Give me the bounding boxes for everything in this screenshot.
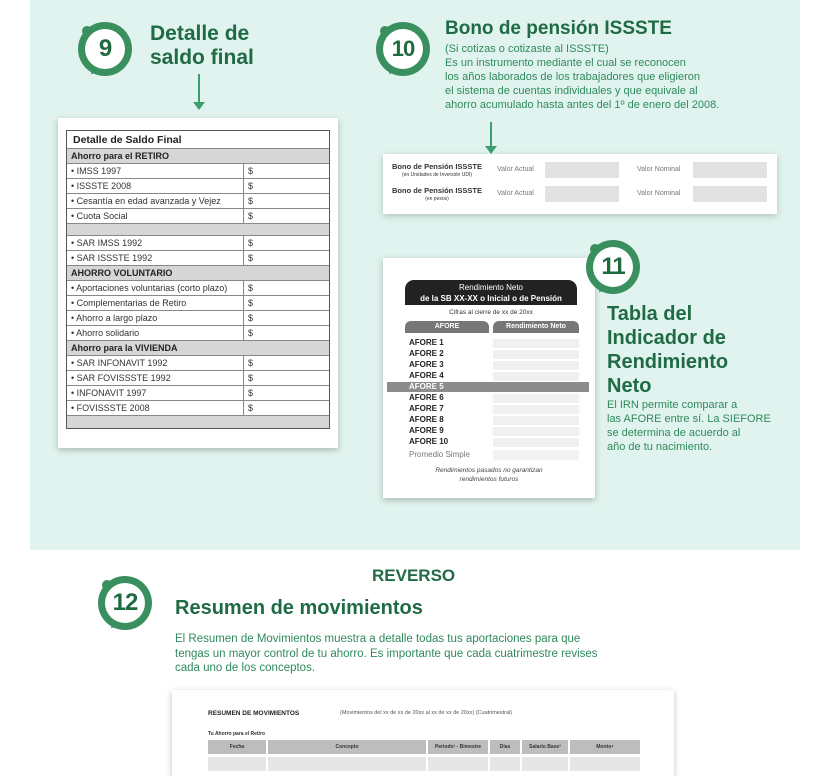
afore-name: AFORE 10 <box>409 437 449 446</box>
afore-value-cell <box>493 438 579 447</box>
saldo-item-amount: $ <box>243 209 329 223</box>
rendimiento-footnote <box>393 466 585 484</box>
bono-row-udi-nominal-label: Valor Nominal <box>637 166 681 173</box>
rendimiento-subtitle: Cifras al cierre de xx de 20xx <box>449 309 533 316</box>
saldo-item-amount: $ <box>243 281 329 295</box>
saldo-item-label: • Cuota Social <box>67 211 243 221</box>
resumen-cell <box>268 757 426 771</box>
saldo-item-label: • INFONAVIT 1997 <box>67 388 243 398</box>
resumen-cell <box>428 757 488 771</box>
resumen-column-header: Concepto <box>268 740 426 754</box>
afore-row <box>409 426 579 436</box>
saldo-item-row <box>67 296 329 311</box>
section9-title <box>150 22 254 70</box>
section11-title-line1: Tabla del <box>607 303 693 325</box>
section9-title-line1: Detalle de <box>150 22 250 45</box>
afore-name: AFORE 7 <box>409 404 444 413</box>
saldo-category-row: AHORRO VOLUNTARIO <box>67 266 329 281</box>
promedio-simple-label: Promedio Simple <box>409 450 470 459</box>
saldo-item-amount: $ <box>243 326 329 340</box>
reverso-heading: REVERSO <box>372 566 456 585</box>
afore-name: AFORE 8 <box>409 415 444 424</box>
section9-title-line2: saldo final <box>150 46 254 69</box>
resumen-card-title: RESUMEN DE MOVIMIENTOS <box>208 710 300 717</box>
saldo-item-row <box>67 236 329 251</box>
afore-name: AFORE 2 <box>409 349 444 358</box>
resumen-cell <box>522 757 568 771</box>
afore-row <box>409 404 579 414</box>
bono-row-udi <box>383 160 777 182</box>
badge-10-number: 10 <box>383 29 423 69</box>
saldo-item-label: • SAR IMSS 1992 <box>67 238 243 248</box>
saldo-spacer-row <box>67 224 329 236</box>
col-rendimiento-header: Rendimiento Neto <box>493 321 579 333</box>
bono-pension-card <box>383 154 777 214</box>
afore-value-cell <box>493 372 579 381</box>
saldo-item-label: • SAR ISSSTE 1992 <box>67 253 243 263</box>
afore-value-cell <box>493 416 579 425</box>
afore-value-cell <box>493 394 579 403</box>
afore-value-cell <box>493 383 579 392</box>
resumen-column-header: Fecha <box>208 740 266 754</box>
saldo-item-label: • SAR FOVISSSTE 1992 <box>67 373 243 383</box>
bono-row-pesos-actual-label: Valor Actual <box>497 190 534 197</box>
afore-value-cell <box>493 427 579 436</box>
saldo-item-amount: $ <box>243 296 329 310</box>
resumen-cell <box>570 757 640 771</box>
section12-title: Resumen de movimientos <box>175 597 423 619</box>
saldo-item-row <box>67 164 329 179</box>
afore-row <box>409 393 579 403</box>
section10-description <box>445 42 785 112</box>
saldo-item-label: • FOVISSSTE 2008 <box>67 403 243 413</box>
bono-row-pesos-nominal-label: Valor Nominal <box>637 190 681 197</box>
afore-value-cell <box>493 339 579 348</box>
saldo-category-row: Ahorro para el RETIRO <box>67 149 329 164</box>
afore-name: AFORE 4 <box>409 371 444 380</box>
bono-row-pesos-nominal-box <box>693 186 767 202</box>
saldo-item-label: • SAR INFONAVIT 1992 <box>67 358 243 368</box>
resumen-column-header: Días <box>490 740 520 754</box>
saldo-item-label: • Ahorro solidario <box>67 328 243 338</box>
afore-row <box>387 382 589 392</box>
resumen-column-header: Salario Base³ <box>522 740 568 754</box>
saldo-item-row <box>67 194 329 209</box>
saldo-item-amount: $ <box>243 251 329 265</box>
saldo-item-amount: $ <box>243 194 329 208</box>
resumen-cell <box>208 757 266 771</box>
resumen-card-section-label: Tu Ahorro para el Retiro <box>208 731 265 737</box>
section10-desc-1: Es un instrumento mediante el cual se reconocen <box>445 57 686 69</box>
section10-arrow <box>490 122 492 148</box>
saldo-item-amount: $ <box>243 401 329 415</box>
saldo-item-label: • IMSS 1997 <box>67 166 243 176</box>
rendimiento-head-line2: de la SB XX-XX o Inicial o de Pensión <box>420 294 562 303</box>
section10-title: Bono de pensión ISSSTE <box>445 18 672 39</box>
afore-name: AFORE 1 <box>409 338 444 347</box>
saldo-item-label: • Aportaciones voluntarias (corto plazo) <box>67 283 243 293</box>
rendimiento-table-header <box>405 280 577 305</box>
rendimiento-neto-card <box>383 258 595 498</box>
saldo-item-amount: $ <box>243 164 329 178</box>
bono-row-udi-nominal-box <box>693 162 767 178</box>
afore-name: AFORE 9 <box>409 426 444 435</box>
saldo-item-amount: $ <box>243 236 329 250</box>
section10-desc-2: los años laborados de los trabajadores que eligieron <box>445 71 701 83</box>
resumen-cell <box>490 757 520 771</box>
saldo-item-row <box>67 386 329 401</box>
saldo-item-row <box>67 209 329 224</box>
detalle-saldo-table <box>66 130 330 429</box>
afore-name: AFORE 3 <box>409 360 444 369</box>
badge-11 <box>586 240 640 294</box>
saldo-footer-row <box>67 416 329 428</box>
col-afore-header: AFORE <box>405 321 489 333</box>
saldo-item-row <box>67 179 329 194</box>
saldo-item-row <box>67 251 329 266</box>
saldo-item-amount: $ <box>243 356 329 370</box>
afore-row <box>409 437 579 447</box>
saldo-item-label: • Ahorro a largo plazo <box>67 313 243 323</box>
section11-title-line2: Indicador de <box>607 327 726 349</box>
bono-row-pesos <box>383 184 777 206</box>
badge-12-number: 12 <box>105 583 145 623</box>
saldo-item-row <box>67 401 329 416</box>
afore-name: AFORE 5 <box>409 382 444 391</box>
saldo-item-amount: $ <box>243 311 329 325</box>
saldo-item-label: • Cesantía en edad avanzada y Vejez <box>67 196 243 206</box>
section12-desc-2: tengas un mayor control de tu ahorro. Es importante que cada cuatrimestre revises <box>175 647 598 660</box>
section11-title-line4: Neto <box>607 375 652 397</box>
bono-row-pesos-name: Bono de Pensión ISSSTE (en pesos) <box>391 186 482 202</box>
section12-desc-1: El Resumen de Movimientos muestra a detalle todas tus aportaciones para que <box>175 633 581 645</box>
badge-11-number: 11 <box>593 247 633 287</box>
promedio-simple-value <box>493 450 579 460</box>
section11-desc-4: año de tu nacimiento. <box>607 441 713 453</box>
footnote-line2: rendimientos futuros <box>459 476 519 483</box>
bono-row-pesos-actual-box <box>545 186 619 202</box>
resumen-column-header: Monto⁴ <box>570 740 640 754</box>
afore-row <box>409 338 579 348</box>
saldo-item-row <box>67 281 329 296</box>
bono-row-udi-name: Bono de Pensión ISSSTE (en Unidades de Inversión UDI) <box>391 162 482 178</box>
afore-value-cell <box>493 405 579 414</box>
afore-row <box>409 371 579 381</box>
section10-desc-3: el sistema de cuentas individuales y que equivale al <box>445 85 698 97</box>
detalle-saldo-card <box>58 118 338 448</box>
section11-description <box>607 398 797 454</box>
afore-name: AFORE 6 <box>409 393 444 402</box>
afore-row <box>409 360 579 370</box>
section11-desc-1: El IRN permite comparar a <box>607 399 738 411</box>
afore-row <box>409 349 579 359</box>
section12-description <box>175 632 735 676</box>
section9-arrow <box>198 74 200 104</box>
saldo-item-row <box>67 326 329 341</box>
section11-title-line3: Rendimiento <box>607 351 729 373</box>
promedio-simple-row <box>409 450 579 459</box>
bono-row-udi-actual-box <box>545 162 619 178</box>
saldo-item-label: • ISSSTE 2008 <box>67 181 243 191</box>
badge-9 <box>78 22 132 76</box>
bono-row-udi-actual-label: Valor Actual <box>497 166 534 173</box>
afore-value-cell <box>493 350 579 359</box>
saldo-item-row <box>67 356 329 371</box>
saldo-table-title: Detalle de Saldo Final <box>67 131 329 149</box>
badge-12 <box>98 576 152 630</box>
section11-title <box>607 302 728 398</box>
badge-10 <box>376 22 430 76</box>
section11-desc-2: las AFORE entre sí. La SIEFORE <box>607 413 771 425</box>
badge-9-number: 9 <box>85 29 125 69</box>
footnote-line1: Rendimientos pasados no garantizan <box>435 467 543 474</box>
saldo-item-amount: $ <box>243 386 329 400</box>
resumen-card-subtitle: (Movimientos del xx de xx de 20xx al xx de xx de 20xx) (Cuatrimestral) <box>340 710 513 716</box>
rendimiento-head-line1: Rendimiento Neto <box>458 283 524 292</box>
section10-desc-4: ahorro acumulado hasta antes del 1º de enero del 2008. <box>445 99 720 111</box>
saldo-item-row <box>67 311 329 326</box>
saldo-item-amount: $ <box>243 371 329 385</box>
section11-desc-3: se determina de acuerdo al <box>607 427 741 439</box>
saldo-item-row <box>67 371 329 386</box>
afore-row <box>409 415 579 425</box>
resumen-movimientos-card <box>172 690 674 776</box>
saldo-category-row: Ahorro para la VIVIENDA <box>67 341 329 356</box>
saldo-item-label: • Complementarias de Retiro <box>67 298 243 308</box>
section12-desc-3: cada uno de los conceptos. <box>175 662 316 674</box>
afore-value-cell <box>493 361 579 370</box>
resumen-column-header: Periodo¹ - Bimestre <box>428 740 488 754</box>
section10-subtitle: (Si cotizas o cotizaste al ISSSTE) <box>445 43 609 55</box>
saldo-item-amount: $ <box>243 179 329 193</box>
